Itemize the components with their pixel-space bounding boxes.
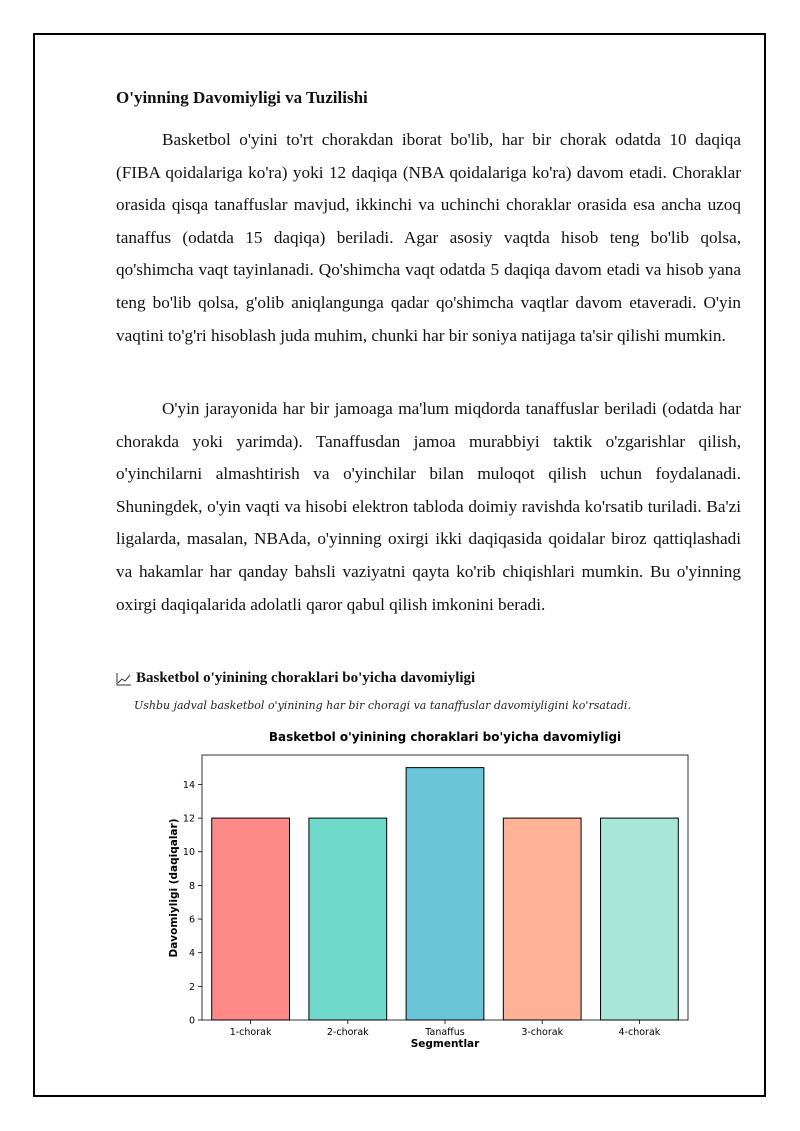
bar-chart — [150, 722, 710, 1062]
x-tick-label: Tanaffus — [425, 1027, 465, 1038]
figure-title-text: Basketbol o'yinining choraklari bo'yicha davomiyligi — [136, 670, 476, 686]
x-tick-label: 3-chorak — [521, 1027, 564, 1038]
y-tick-label: 0 — [188, 1015, 195, 1027]
y-tick-label: 14 — [182, 779, 195, 791]
chart-plot-area — [183, 755, 688, 1038]
y-tick-label: 6 — [188, 914, 195, 926]
chart-title: Basketbol o'yinining choraklari bo'yicha davomiyligi — [268, 730, 622, 744]
bar-1-chorak — [212, 818, 290, 1020]
y-tick-label: 4 — [188, 948, 195, 960]
x-tick-label: 2-chorak — [326, 1027, 369, 1038]
chart-x-axis-label: Segmentlar — [410, 1038, 480, 1050]
bar-3-chorak — [503, 818, 581, 1020]
x-tick-label: 4-chorak — [618, 1027, 661, 1038]
line-chart-icon — [116, 672, 132, 686]
chart-svg — [150, 722, 710, 1062]
bar-4-chorak — [601, 818, 679, 1020]
y-tick-label: 2 — [188, 981, 195, 993]
paragraph-1: Basketbol o'yini to'rt chorakdan iborat bo'lib, har bir chorak odatda 10 daqiqa (FIBA qoidalariga ko'ra) yoki 12 daqiqa (NBA qoidalariga ko'ra) davom etadi. Choraklar orasida qisqa tanaffuslar mavjud, ikkinchi va uchinchi choraklar orasida esa ancha uzoq tanaffus (odatda 15 daqiqa) beriladi. Agar asosiy vaqtda hisob teng bo'lib qolsa, qo'shimcha vaqt tayinlanadi. Qo'shimcha vaqt odatda 5 daqiqa davom etadi va hisob yana teng bo'lib qolsa, g'olib aniqlangunga qadar qo'shimcha vaqtlar davom etaveradi. O'yin vaqtini to'g'ri hisoblash juda muhim, chunki har bir soniya natijaga ta'sir qilishi mumkin. — [116, 130, 741, 345]
y-tick-label: 12 — [182, 813, 195, 825]
chart-y-axis-label: Davomiyligi (daqiqalar) — [168, 818, 180, 958]
paragraph-2: O'yin jarayonida har bir jamoaga ma'lum miqdorda tanaffuslar beriladi (odatda har chorakda yoki yarimda). Tanaffusdan jamoa murabbiyi taktik o'zgarishlar qilish, o'yinchilarni almashtirish va o'yinchilar bilan muloqot qilish uchun foydalanadi. Shuningdek, o'yin vaqti va hisobi elektron tabloda doimiy ravishda ko'rsatib turiladi. Ba'zi ligalarda, masalan, NBAda, o'yinning oxirgi ikki daqiqasida qoidalar biroz qattiqlashadi va hakamlar har qanday bahsli vaziyatni qayta ko'rib chiqishlari mumkin. Bu o'yinning oxirgi daqiqalarida adolatli qaror qabul qilish imkonini beradi. — [116, 399, 741, 614]
bar-tanaffus — [406, 768, 484, 1020]
section-heading: O'yinning Davomiyligi va Tuzilishi — [116, 88, 368, 107]
y-tick-label: 8 — [188, 880, 195, 892]
x-tick-label: 1-chorak — [229, 1027, 272, 1038]
y-tick-label: 10 — [182, 847, 195, 859]
bar-2-chorak — [309, 818, 387, 1020]
figure-title — [116, 670, 475, 687]
figure-caption: Ushbu jadval basketbol o'yinining har bir choragi va tanaffuslar davomiyligini ko'rsatadi. — [134, 699, 631, 712]
